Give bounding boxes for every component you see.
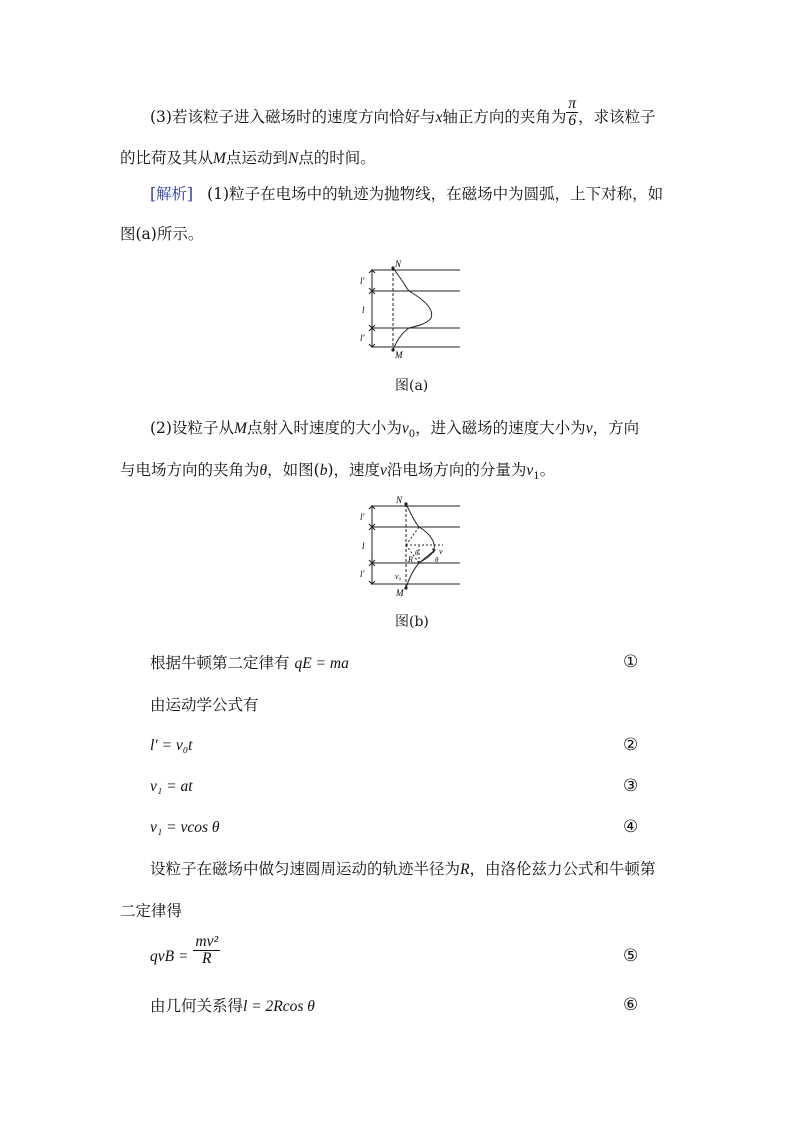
equation-2: l′ = v₀t	[150, 737, 193, 754]
text: )，速度	[327, 461, 381, 479]
var-N: N	[287, 150, 299, 167]
equation-5	[150, 932, 220, 967]
var-v: v	[380, 462, 387, 479]
figure-a-caption: 图(a)	[395, 378, 429, 394]
text: 轴正方向的夹角为	[442, 108, 567, 126]
equation-5-lhs: qvB =	[150, 948, 189, 965]
var-M: M	[213, 150, 226, 167]
text: (3)若该粒子进入磁场时的速度方向恰好与	[150, 108, 436, 126]
equation-4: v₁ = vcos θ	[150, 819, 220, 836]
question-3-line-1	[150, 94, 656, 129]
frac-den: R	[202, 949, 212, 967]
question-3-line-2	[120, 148, 376, 169]
fig-b-v0: v₀	[395, 572, 402, 581]
equation-5-fraction	[193, 934, 220, 967]
text: ，进入磁场的速度大小为	[415, 419, 586, 437]
var-b: b	[319, 462, 328, 479]
frac-den: 6	[568, 111, 577, 129]
text: 与电场方向的夹角为	[120, 461, 260, 479]
fig-b-R: R	[408, 555, 413, 564]
var-R: R	[460, 861, 470, 878]
equation-1-row	[150, 653, 349, 674]
figure-b	[355, 492, 465, 600]
fig-b-M: M	[396, 588, 404, 598]
var-M: M	[233, 420, 247, 437]
figure-b-caption: 图(b)	[395, 614, 429, 630]
equation-4-number: ④	[623, 817, 639, 837]
text: ，方向	[592, 419, 640, 437]
frac-num: π	[568, 94, 577, 112]
equation-2-number: ②	[623, 735, 639, 755]
solution-p2-line-1	[150, 418, 639, 445]
fraction-pi-over-6	[566, 96, 578, 129]
fig-b-lp-bottom: l′	[360, 569, 365, 579]
fig-b-theta-1: θ	[415, 549, 419, 557]
equation-5-number: ⑤	[623, 946, 639, 966]
kinematics-text: 由运动学公式有	[150, 696, 259, 714]
fig-a-lp-bottom: l′	[360, 333, 365, 343]
var-theta: θ	[259, 462, 268, 479]
var-v0: v	[401, 420, 409, 437]
solution-p1-line-1	[150, 184, 663, 204]
solution-tag: [解析]	[150, 185, 194, 203]
text: (2)设粒子从	[150, 419, 234, 437]
fig-b-v: v	[439, 547, 443, 556]
solution-p1-line-2	[120, 224, 203, 244]
magnetic-paragraph-line-2: 二定律得	[120, 902, 183, 920]
fig-a-l: l	[362, 305, 365, 315]
fig-a-M: M	[395, 350, 403, 360]
fig-b-theta-2: θ	[435, 556, 439, 564]
equation-6-row	[150, 996, 315, 1017]
var-x: x	[435, 109, 443, 126]
text: 。	[539, 461, 556, 479]
fig-a-N: N	[395, 259, 402, 269]
text: 点运动到	[225, 149, 288, 167]
solution-p2-line-2	[120, 460, 555, 487]
figure-a	[355, 258, 465, 362]
magnetic-paragraph-line-1	[150, 859, 656, 880]
fig-b-l: l	[362, 541, 365, 551]
text: ，由洛伦兹力公式和牛顿第	[469, 860, 656, 878]
text: ，如图(	[267, 461, 320, 479]
text: 的比荷及其从	[120, 149, 214, 167]
fig-b-lp-top: l′	[360, 512, 365, 522]
subscript: 1	[533, 471, 540, 483]
var-v1: v	[526, 462, 534, 479]
text: 点射入时速度的大小为	[246, 419, 402, 437]
equation-3-number: ③	[623, 776, 639, 796]
equation-6: l = 2Rcos θ	[243, 998, 315, 1015]
text: 点的时间。	[298, 149, 376, 167]
text: 设粒子在磁场中做匀速圆周运动的轨迹半径为	[150, 860, 461, 878]
equation-3: v₁ = at	[150, 778, 193, 795]
fig-b-N: N	[396, 495, 403, 505]
var-v: v	[585, 420, 593, 437]
equation-1-number: ①	[623, 652, 639, 672]
text: 沿电场方向的分量为	[386, 461, 527, 479]
subscript: 0	[408, 429, 416, 441]
text: 根据牛顿第二定律有	[150, 654, 290, 672]
frac-num: mv²	[195, 932, 219, 950]
text: ，求该粒子	[578, 108, 656, 126]
equation-6-number: ⑥	[623, 995, 639, 1015]
text: (1)粒子在电场中的轨迹为抛物线，在磁场中为圆弧，上下对称，如	[207, 185, 664, 203]
fig-a-lp-top: l′	[360, 276, 365, 286]
text: 由几何关系得	[150, 997, 244, 1015]
equation-1: qE = ma	[294, 655, 349, 672]
text: 图(a)所示。	[120, 225, 204, 243]
